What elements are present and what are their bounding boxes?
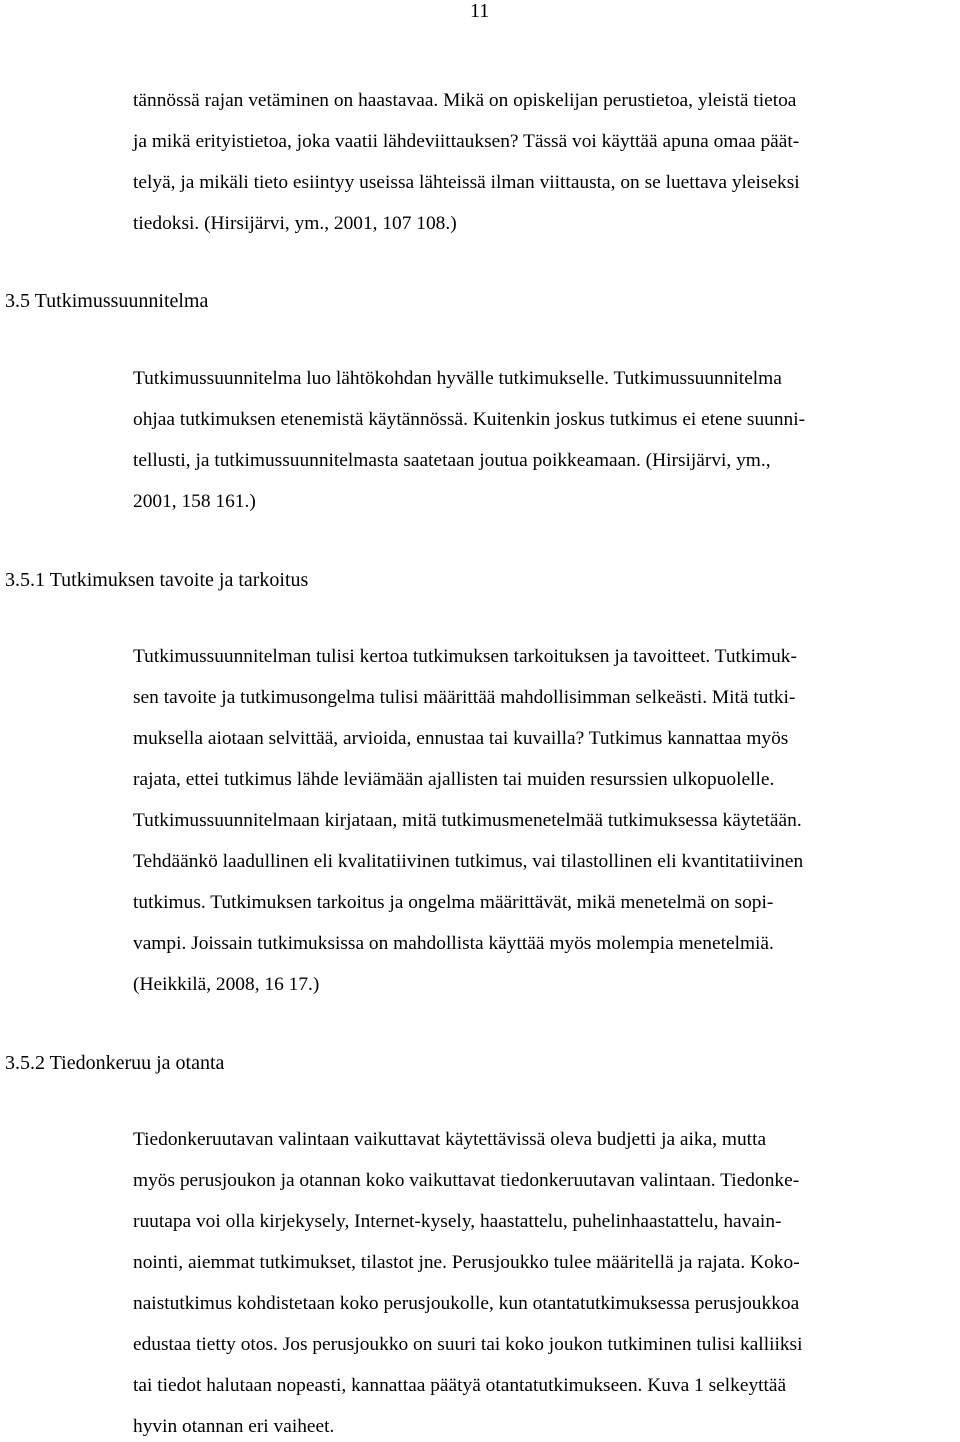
- text-line: myös perusjoukon ja otannan koko vaikuttavat tiedonkeruutavan valintaan. Tiedonke-: [133, 1170, 800, 1191]
- text-line: ja mikä erityistietoa, joka vaatii lähdeviittauksen? Tässä voi käyttää apuna omaa päät-: [133, 131, 800, 152]
- text-line: edustaa tietty otos. Jos perusjoukko on suuri tai koko joukon tutkiminen tulisi kalliiksi: [133, 1334, 803, 1355]
- text-line: sen tavoite ja tutkimusongelma tulisi määrittää mahdollisimman selkeästi. Mitä tutki-: [133, 687, 796, 708]
- subsection-heading: 3.5.1 Tutkimuksen tavoite ja tarkoitus: [5, 569, 309, 591]
- text-line: ruutapa voi olla kirjekysely, Internet-kysely, haastattelu, puhelinhaastattelu, havain-: [133, 1211, 782, 1232]
- text-line: tännössä rajan vetäminen on haastavaa. Mikä on opiskelijan perustietoa, yleistä tietoa: [133, 90, 797, 111]
- text-line: nointi, aiemmat tutkimukset, tilastot jne. Perusjoukko tulee määritellä ja rajata. Koko-: [133, 1252, 800, 1273]
- subsection-heading: 3.5.2 Tiedonkeruu ja otanta: [5, 1052, 225, 1074]
- section-heading: 3.5 Tutkimussuunnitelma: [5, 290, 209, 312]
- page-number: 11: [470, 0, 490, 22]
- text-line: ohjaa tutkimuksen etenemistä käytännössä. Kuitenkin joskus tutkimus ei etene suunni-: [133, 409, 806, 430]
- text-line: Tutkimussuunnitelma luo lähtökohdan hyvälle tutkimukselle. Tutkimussuunnitelma: [133, 368, 782, 389]
- text-line: tutkimus. Tutkimuksen tarkoitus ja ongelma määrittävät, mikä menetelmä on sopi-: [133, 892, 774, 913]
- text-line: hyvin otannan eri vaiheet.: [133, 1416, 335, 1437]
- text-line: vampi. Joissain tutkimuksissa on mahdollista käyttää myös molempia menetelmiä.: [133, 933, 774, 954]
- text-line: Tutkimussuunnitelman tulisi kertoa tutkimuksen tarkoituksen ja tavoitteet. Tutkimuk-: [133, 646, 797, 667]
- text-line: rajata, ettei tutkimus lähde leviämään ajallisten tai muiden resurssien ulkopuolelle.: [133, 769, 775, 790]
- text-line: telyä, ja mikäli tieto esiintyy useissa lähteissä ilman viittausta, on se luettava yleiseksi: [133, 172, 800, 193]
- text-line: tiedoksi. (Hirsijärvi, ym., 2001, 107 108.): [133, 213, 457, 234]
- text-line: Tehdäänkö laadullinen eli kvalitatiivinen tutkimus, vai tilastollinen eli kvantitatiivinen: [133, 851, 804, 872]
- text-line: tellusti, ja tutkimussuunnitelmasta saatetaan joutua poikkeamaan. (Hirsijärvi, ym.,: [133, 450, 771, 471]
- text-line: 2001, 158 161.): [133, 491, 256, 512]
- text-line: Tiedonkeruutavan valintaan vaikuttavat käytettävissä oleva budjetti ja aika, mutta: [133, 1129, 767, 1150]
- text-line: tai tiedot halutaan nopeasti, kannattaa päätyä otantatutkimukseen. Kuva 1 selkeyttää: [133, 1375, 787, 1396]
- text-line: muksella aiotaan selvittää, arvioida, ennustaa tai kuvailla? Tutkimus kannattaa myös: [133, 728, 789, 749]
- text-line: (Heikkilä, 2008, 16 17.): [133, 974, 320, 995]
- text-line: naistutkimus kohdistetaan koko perusjoukolle, kun otantatutkimuksessa perusjoukkoa: [133, 1293, 800, 1314]
- text-line: Tutkimussuunnitelmaan kirjataan, mitä tutkimusmenetelmää tutkimuksessa käytetään.: [133, 810, 802, 831]
